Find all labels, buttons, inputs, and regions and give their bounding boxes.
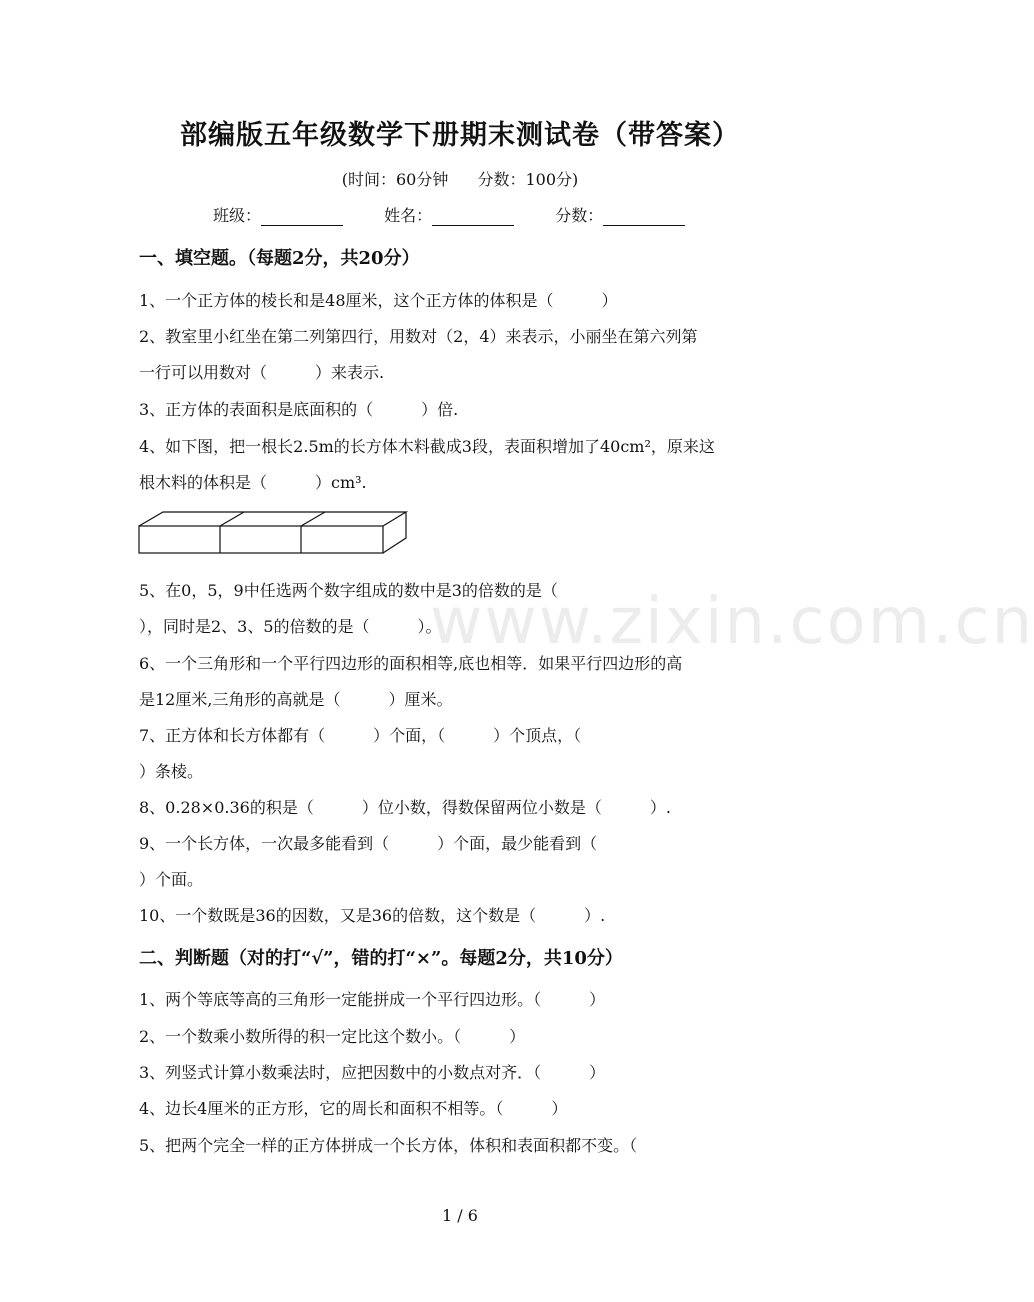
cut-line-top [220,512,244,526]
watermark: www.zixin.com.cn [430,585,1034,659]
score-info: 分数：100分) [477,170,579,189]
name-label: 姓名： [384,206,433,225]
question-line: 8、0.28×0.36的积是（ ）位小数，得数保留两位小数是（ ）. [139,798,671,817]
wood-block-figure [138,510,410,556]
question-line: 4、边长4厘米的正方形，它的周长和面积不相等。（ ） [139,1099,568,1118]
question-line: 1、一个正方体的棱长和是48厘米，这个正方体的体积是（ ） [139,291,618,310]
question-line: ）条棱。 [139,762,204,781]
question-line: 6、一个三角形和一个平行四边形的面积相等,底也相等．如果平行四边形的高 [139,654,683,673]
page-title: 部编版五年级数学下册期末测试卷（带答案） [180,120,740,151]
block-top-face [139,512,406,526]
question-line: 5、把两个完全一样的正方体拼成一个长方体，体积和表面积都不变。（ [139,1136,638,1155]
block-side-face [383,512,406,553]
class-blank[interactable] [261,209,343,226]
question-line: 9、一个长方体，一次最多能看到（ ）个面，最少能看到（ [139,834,598,853]
question-line: ），同时是2、3、5的倍数的是（ ）。 [139,617,442,636]
question-line: 5、在0，5，9中任选两个数字组成的数中是3的倍数的是（ [139,581,558,600]
question-line: 1、两个等底等高的三角形一定能拼成一个平行四边形。（ ） [139,990,606,1009]
section-heading-fill-in: 一、填空题。（每题2分，共20分） [139,248,420,269]
page-number: 1 / 6 [442,1206,478,1225]
exam-meta [0,167,920,190]
question-line: 根木料的体积是（ ）cm³. [139,473,367,492]
name-blank[interactable] [432,209,514,226]
cut-line-top [301,512,325,526]
question-line: 3、正方体的表面积是底面积的（ ）倍. [139,400,459,419]
question-line: 3、列竖式计算小数乘法时，应把因数中的小数点对齐．（ ） [139,1063,606,1082]
question-line: 2、一个数乘小数所得的积一定比这个数小。（ ） [139,1027,526,1046]
section-heading-true-false: 二、判断题（对的打“√”，错的打“×”。每题2分，共10分） [139,948,623,969]
time-info: (时间：60分钟 [341,170,449,189]
question-line: 7、正方体和长方体都有（ ）个面，（ ）个顶点，（ [139,726,582,745]
score-blank[interactable] [603,209,685,226]
question-line: ）个面。 [139,870,204,889]
question-line: 一行可以用数对（ ）来表示. [139,363,385,382]
class-label: 班级： [213,206,262,225]
block-front-face [139,526,383,553]
question-line: 4、如下图，把一根长2.5m的长方体木料截成3段，表面积增加了40cm²，原来这 [139,437,715,456]
student-info-fields [213,203,721,226]
score-label: 分数： [555,206,604,225]
question-line: 是12厘米,三角形的高就是（ ）厘米。 [139,690,453,709]
question-line: 10、一个数既是36的因数，又是36的倍数，这个数是（ ）. [139,906,606,925]
question-line: 2、教室里小红坐在第二列第四行，用数对（2，4）来表示，小丽坐在第六列第 [139,327,698,346]
